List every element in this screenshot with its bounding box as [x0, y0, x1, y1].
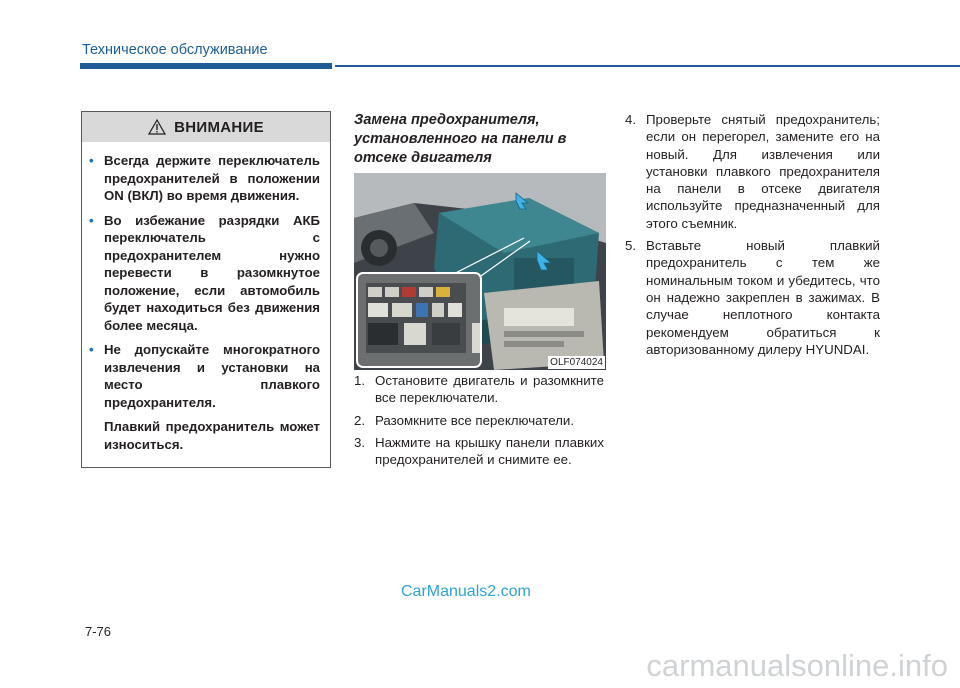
step-item — [625, 111, 880, 232]
step-text: Нажмите на крышку панели плавких предохранителей и снимите ее. — [375, 434, 604, 468]
warning-header — [82, 112, 330, 142]
step-item — [354, 372, 604, 407]
warning-item-text: Не допускайте многократного извлечения и установки на место плавкого предохранителя. — [104, 342, 320, 410]
engine-fuse-box-photo — [354, 173, 606, 370]
warning-body — [82, 142, 330, 453]
bullet-icon: • — [89, 342, 94, 357]
step-number: 4. — [625, 112, 637, 127]
page-header-title: Техническое обслуживание — [82, 42, 268, 58]
warning-triangle-icon — [148, 119, 166, 135]
step-item — [625, 237, 880, 358]
warning-item — [89, 212, 320, 335]
warning-item — [89, 341, 320, 411]
step-number: 1. — [354, 373, 366, 388]
step-text: Остановите двигатель и разомкните все переключатели. — [375, 373, 604, 406]
step-text: Проверьте снятый предохранитель; если он перегорел, замените его на новый. Для извлечения или установки плавкого предохранителя на панели в отсеке двигателя используйте предназначенный для этого съемник. — [646, 112, 880, 231]
steps-list-right — [625, 111, 880, 363]
bullet-icon: • — [89, 153, 94, 168]
warning-extra-paragraph: Плавкий предохранитель может износиться. — [104, 419, 320, 452]
warning-title: ВНИМАНИЕ — [174, 118, 264, 136]
watermark-link[interactable]: CarManuals2.com — [401, 583, 531, 600]
header-rule-thick — [80, 63, 332, 69]
header-rule-thin — [335, 65, 960, 67]
step-number: 2. — [354, 412, 366, 428]
footer-watermark: carmanualsonline.info — [646, 648, 948, 683]
warning-item — [89, 152, 320, 205]
step-number: 3. — [354, 434, 366, 450]
section-title: Замена предохранителя, установленного на панели в отсеке двигателя — [354, 112, 567, 166]
step-item — [354, 434, 604, 469]
steps-list-middle — [354, 372, 604, 473]
step-text: Разомкните все переключатели. — [375, 412, 575, 428]
step-text: Вставьте новый плавкий предохранитель с тем же номинальным током и убедитесь, что он надежно закреплен в зажимах. В случае неплотного контакта рекомендуем обратиться к авторизованному дилеру HYUNDAI. — [646, 238, 880, 357]
warning-item-text: Во избежание разрядки АКБ переключатель с предохранителем нужно перевести в разомкнутое положение, если автомобиль будет находиться без движения более месяца. — [104, 212, 320, 333]
warning-box — [81, 111, 331, 468]
page-number: 7-76 — [85, 624, 112, 639]
bullet-icon: • — [89, 212, 94, 228]
figure-label: OLF074024 — [550, 357, 603, 368]
warning-item-text: Всегда держите переключатель предохранителей в положении ON (ВКЛ) во время движения. — [104, 153, 320, 203]
step-number: 5. — [625, 238, 637, 254]
step-item — [354, 412, 604, 429]
